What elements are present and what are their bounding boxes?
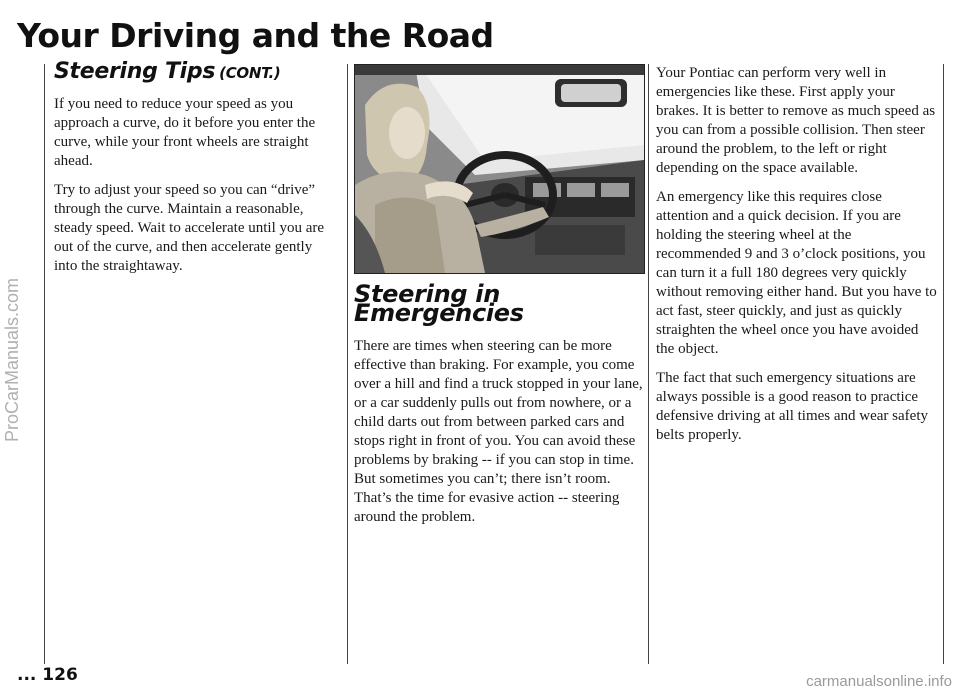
side-watermark: ProCarManuals.com	[2, 277, 22, 443]
paragraph: Your Pontiac can perform very well in emergencies like these. First apply your brakes. It is better to remove as much speed as you can from a possible collision. Then steer around the problem, to the left or right depending on the space available.	[656, 65, 936, 176]
page-number: ... 126	[17, 665, 78, 685]
driver-illustration	[354, 64, 645, 274]
column-rule-3	[648, 64, 649, 664]
column-rule-4	[943, 64, 944, 664]
column-rule-2	[347, 64, 348, 664]
paragraph: If you need to reduce your speed as you approach a curve, do it before you enter the curve, while your front wheels are straight ahead.	[54, 96, 316, 169]
heading-text: Steering Tips	[54, 59, 216, 84]
column-middle	[354, 280, 644, 537]
column-rule-1	[44, 64, 45, 664]
page-title: Your Driving and the Road	[17, 16, 494, 55]
column-right	[656, 64, 938, 455]
paragraph: There are times when steering can be more effective than braking. For example, you come over a hill and find a truck stopped in your lane, or a car suddenly pulls out from nowhere, or a child darts out from between parked cars and stops right in front of you. You can avoid these problems by braking -- if you can stop in time. But sometimes you can’t; there isn’t room. That’s the time for evasive action -- steering around the problem.	[354, 338, 643, 525]
section-heading-steering-emergencies: Steering in Emergencies	[354, 280, 524, 327]
paragraph: An emergency like this requires close attention and a quick decision. If you are holding the steering wheel at the recommended 9 and 3 o’clock positions, you can turn it a full 180 degrees very quickly without removing either hand. But you have to act fast, steer quickly, and just as quickly straighten the wheel once you have avoided the object.	[656, 189, 937, 357]
paragraph: Try to adjust your speed so you can “drive” through the curve. Maintain a reasonable, steady speed. Wait to accelerate until you are out of the curve, and then accelerate gently into the straightaway.	[54, 182, 325, 274]
section-heading-steering-tips	[54, 59, 339, 84]
bottom-watermark: carmanualsonline.info	[806, 673, 952, 690]
driver-illustration-art	[355, 65, 644, 273]
column-left	[54, 59, 339, 286]
paragraph: The fact that such emergency situations are always possible is a good reason to practice defensive driving at all times and wear safety belts properly.	[656, 370, 928, 443]
heading-suffix: (CONT.)	[219, 64, 281, 82]
